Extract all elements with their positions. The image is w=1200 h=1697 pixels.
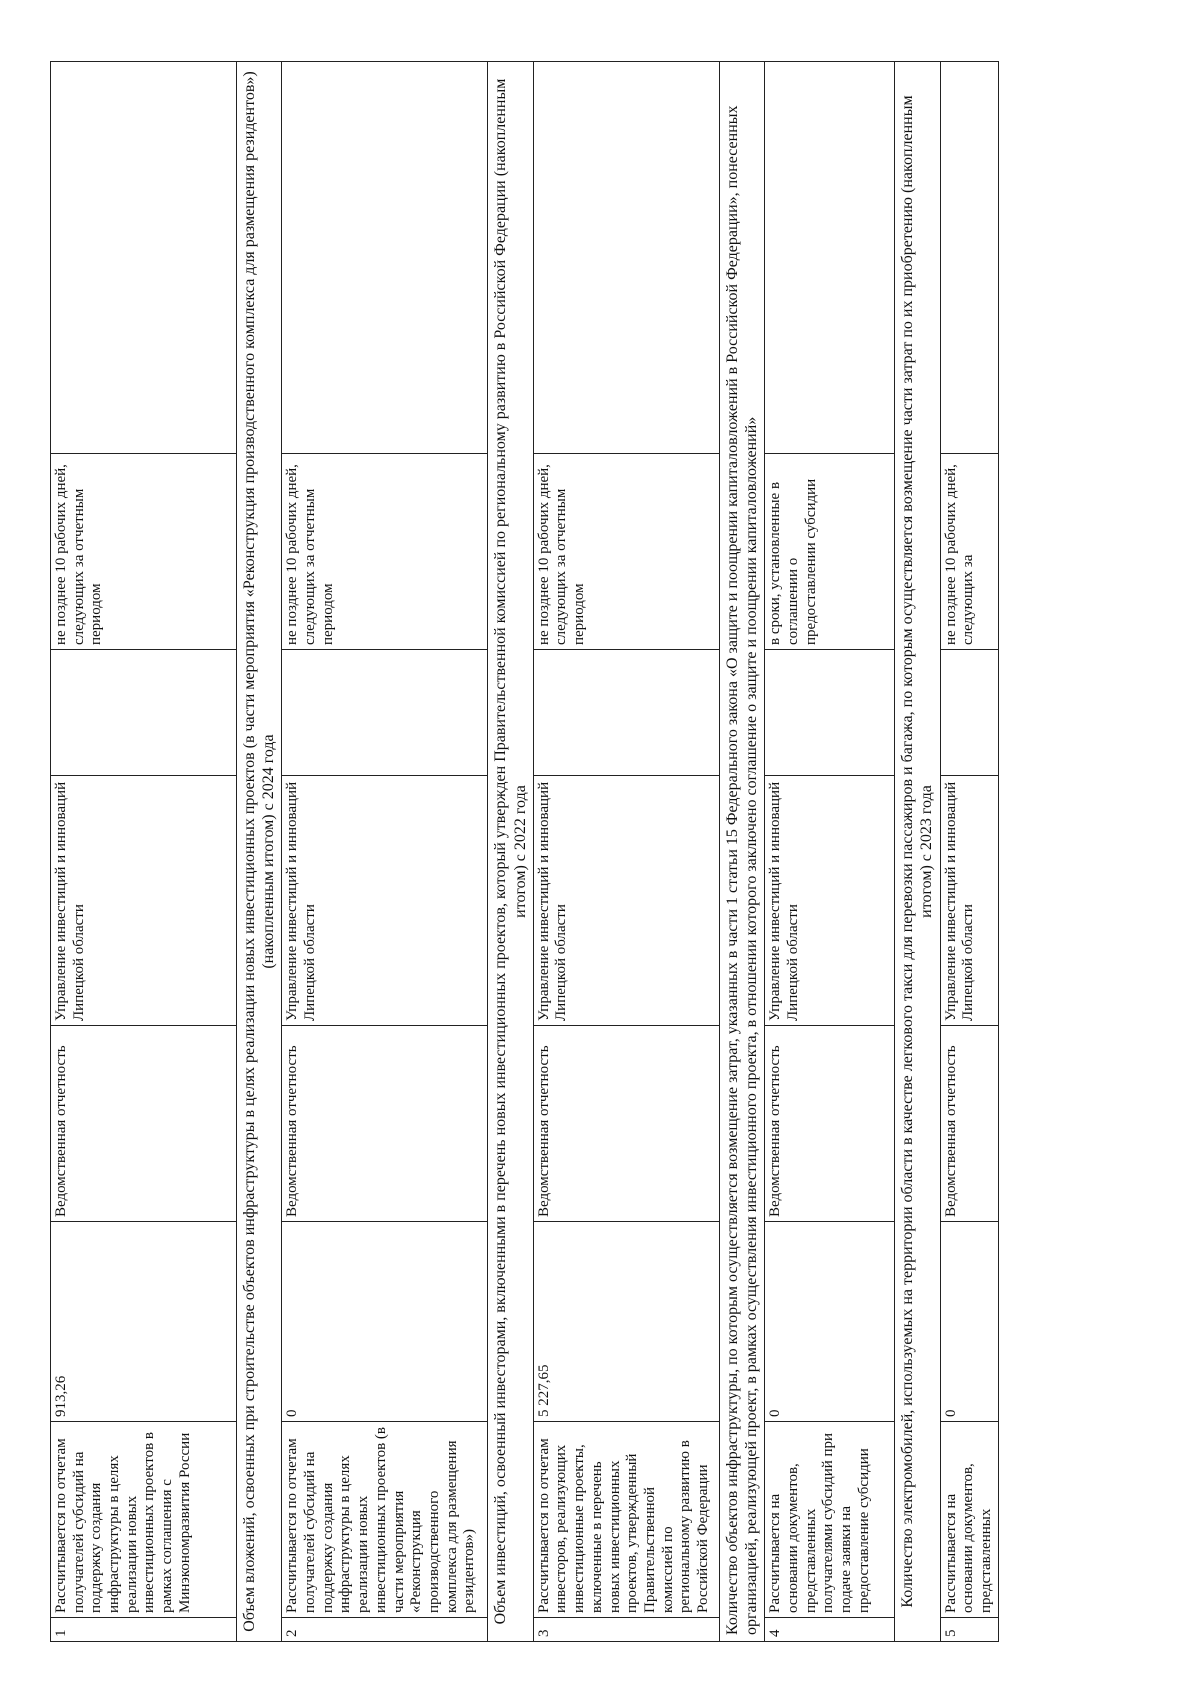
row-number: 4 [765, 1618, 895, 1642]
section-title: Количество электромобилей, используемых на территории области в качестве легкового такси для перевозки пассажиров и багажа, по которым осуществляется возмещение части затрат по их приобретению (накопленным итогом) с 2023 года [895, 62, 940, 1642]
calculation-method: Рассчитывается по отчетам получателей субсидий на поддержку создания инфраструктуры в целях реализации новых инвестиционных проектов (в части мероприятия «Реконструкция производственного комплекса для размещения резидентов») [282, 1422, 488, 1618]
section-header-row [488, 62, 533, 1642]
section-header-row [895, 62, 940, 1642]
reporting-deadline: не позднее 10 рабочих дней, следующих за отчетным периодом [533, 454, 719, 650]
responsible-body: Управление инвестиций и инноваций Липецкой области [51, 776, 237, 1026]
row-number: 3 [533, 1618, 719, 1642]
row-number: 1 [51, 1618, 237, 1642]
section-title: Объем инвестиций, освоенный инвесторами, включенными в перечень новых инвестиционных проектов, который утвержден Правительственной комиссией по региональному развитию в Российской Федерации (накопленным итогом) с 2022 года [488, 62, 533, 1642]
data-source: Ведомственная отчетность [533, 1026, 719, 1222]
empty-cell [51, 650, 237, 776]
data-source: Ведомственная отчетность [765, 1026, 895, 1222]
calculation-method: Рассчитывается по отчетам получателей субсидий на поддержку создания инфраструктуры в целях реализации новых инвестиционных проектов в рамках соглашения с Минэкономразвития России [51, 1422, 237, 1618]
table-row [282, 62, 488, 1642]
indicator-value: 0 [940, 1222, 998, 1422]
empty-cell [282, 62, 488, 454]
indicator-value: 5 227,65 [533, 1222, 719, 1422]
calculation-method: Рассчитывается на основании документов, представленных [940, 1422, 998, 1618]
section-header-row [237, 62, 282, 1642]
section-header-row [719, 62, 764, 1642]
responsible-body: Управление инвестиций и инноваций Липецкой области [282, 776, 488, 1026]
empty-cell [533, 650, 719, 776]
responsible-body: Управление инвестиций и инноваций Липецкой области [533, 776, 719, 1026]
indicator-value: 0 [765, 1222, 895, 1422]
empty-cell [282, 650, 488, 776]
data-source: Ведомственная отчетность [940, 1026, 998, 1222]
empty-cell [533, 62, 719, 454]
section-title: Количество объектов инфраструктуры, по которым осуществляется возмещение затрат, указанных в части 1 статьи 15 Федерального закона «О защите и поощрении капиталовложений в Российской Федерации», понесенных организацией, реализующей проект, в рамках осуществления инвестиционного проекта, в отношении которого заключено соглашение о защите и поощрении капиталовложений» [719, 62, 764, 1642]
table-row [51, 62, 237, 1642]
reporting-deadline: не позднее 10 рабочих дней, следующих за отчетным периодом [51, 454, 237, 650]
reporting-deadline: не позднее 10 рабочих дней, следующих за отчетным периодом [282, 454, 488, 650]
responsible-body: Управление инвестиций и инноваций Липецкой области [765, 776, 895, 1026]
reporting-deadline: в сроки, установленные в соглашении о предоставлении субсидии [765, 454, 895, 650]
table-row [765, 62, 895, 1642]
empty-cell [940, 650, 998, 776]
calculation-method: Рассчитывается по отчетам инвесторов, реализующих инвестиционные проекты, включенные в перечень новых инвестиционных проектов, утвержденный Правительственной комиссией по региональному развитию в Российской Федерации [533, 1422, 719, 1618]
empty-cell [940, 62, 998, 454]
table-row [940, 62, 998, 1642]
row-number: 2 [282, 1618, 488, 1642]
section-title: Объем вложений, освоенных при строительстве объектов инфраструктуры в целях реализации новых инвестиционных проектов (в части мероприятия «Реконструкция производственного комплекса для размещения резидентов») (накопленным итогом) с 2024 года [237, 62, 282, 1642]
indicator-value: 913,26 [51, 1222, 237, 1422]
empty-cell [51, 62, 237, 454]
data-source: Ведомственная отчетность [51, 1026, 237, 1222]
data-source: Ведомственная отчетность [282, 1026, 488, 1222]
indicator-value: 0 [282, 1222, 488, 1422]
empty-cell [765, 62, 895, 454]
rotated-document-page [50, 62, 1065, 1642]
indicators-table [50, 61, 999, 1642]
calculation-method: Рассчитывается на основании документов, представленных получателями субсидий при подаче заявки на предоставление субсидии [765, 1422, 895, 1618]
responsible-body: Управление инвестиций и инноваций Липецкой области [940, 776, 998, 1026]
empty-cell [765, 650, 895, 776]
table-row [533, 62, 719, 1642]
reporting-deadline: не позднее 10 рабочих дней, следующих за [940, 454, 998, 650]
row-number: 5 [940, 1618, 998, 1642]
